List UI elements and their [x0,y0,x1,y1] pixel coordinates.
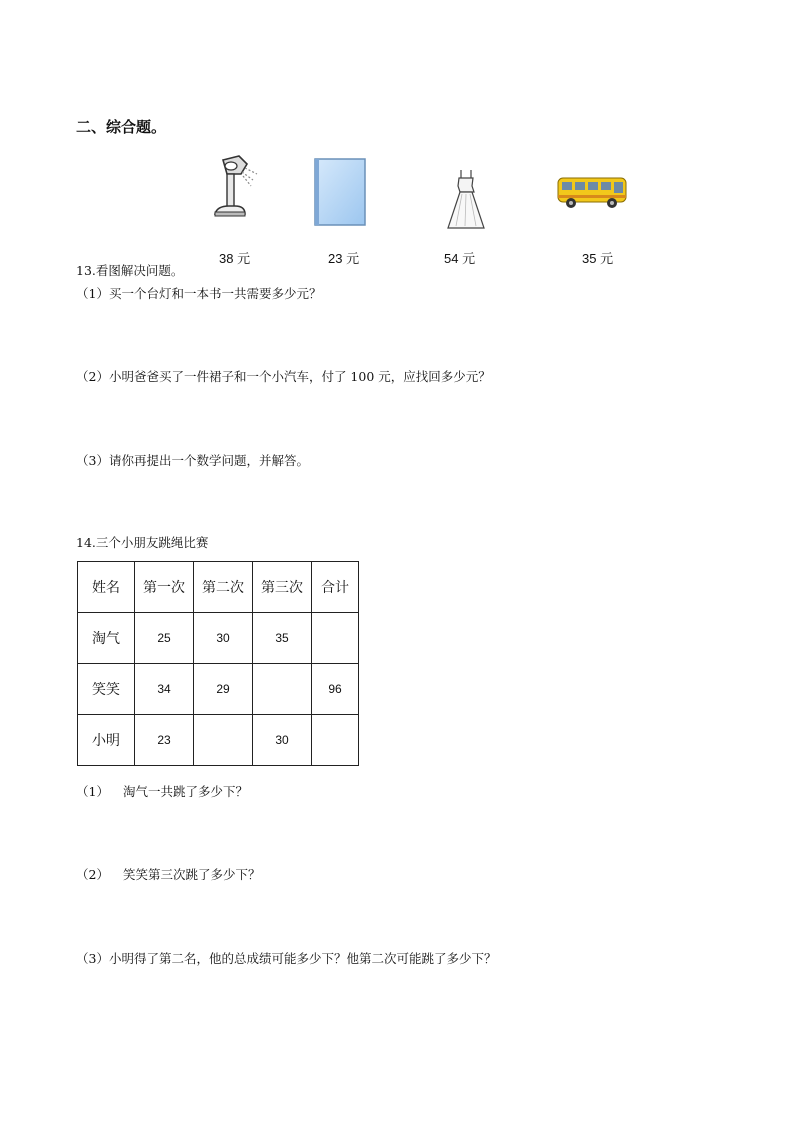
q14-part-1-number: （1） [76,784,109,799]
dress-price: 54 元 [444,251,476,266]
header-cell: 第二次 [194,562,253,613]
table-row [78,613,359,664]
header-cell: 姓名 [78,562,135,613]
book-price: 23 元 [328,251,360,266]
q14-part-2 [76,865,260,883]
table-row [78,664,359,715]
desk-lamp-icon [209,154,269,220]
q13-part-2: （2）小明爸爸买了一件裙子和一个小汽车，付了 100 元，应找回多少元？ [76,369,491,384]
bus-price: 35 元 [582,251,614,266]
total-cell [312,613,359,664]
table-header-row [78,562,359,613]
q14-title: 14.三个小朋友跳绳比赛 [76,535,209,550]
q13-title: 13.看图解决问题。 [76,263,184,278]
book-icon [314,158,366,226]
q14-part-3-text: 小明得了第二名，他的总成绩可能多少下？他第二次可能跳了多少下？ [108,951,497,966]
q14-part-1 [76,782,248,800]
score-table [77,561,359,766]
score-cell: 35 [253,613,312,664]
q14-part-2-text: 笑笑第三次跳了多少下？ [122,867,261,882]
score-cell: 34 [135,664,194,715]
score-cell: 30 [194,613,253,664]
q14-part-3 [76,949,496,967]
name-cell: 小明 [78,715,135,766]
score-cell: 25 [135,613,194,664]
score-cell [194,715,253,766]
q14-part-3-number: （3） [76,951,109,966]
toy-bus-icon [556,175,628,209]
q14-part-2-number: （2） [76,867,109,882]
total-cell: 96 [312,664,359,715]
header-cell: 第一次 [135,562,194,613]
score-cell: 30 [253,715,312,766]
header-cell: 合计 [312,562,359,613]
name-cell: 笑笑 [78,664,135,715]
header-cell: 第三次 [253,562,312,613]
score-cell: 23 [135,715,194,766]
q13-part-1: （1）买一个台灯和一本书一共需要多少元？ [76,286,322,301]
dress-icon [446,168,486,230]
total-cell [312,715,359,766]
section-title: 二、综合题。 [76,118,167,136]
name-cell: 淘气 [78,613,135,664]
q14-part-1-text: 淘气一共跳了多少下？ [122,784,248,799]
score-cell: 29 [194,664,253,715]
lamp-price: 38 元 [219,251,251,266]
score-cell [253,664,312,715]
q13-part-3: （3）请你再提出一个数学问题，并解答。 [76,453,309,468]
table-row [78,715,359,766]
